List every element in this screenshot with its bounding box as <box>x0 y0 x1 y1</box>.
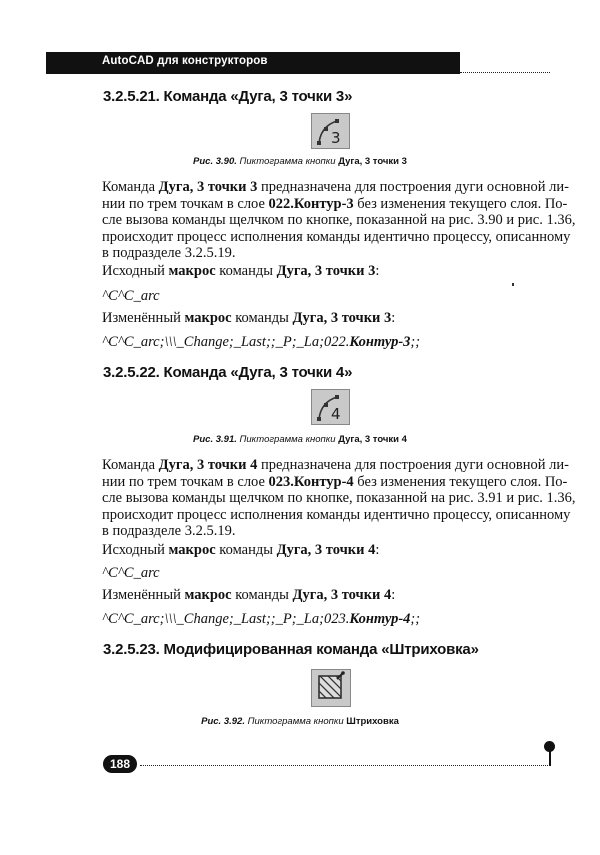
original-macro-label-3: Исходный макрос команды Дуга, 3 точки 3: <box>102 263 380 279</box>
page-number-badge: 188 <box>103 755 137 773</box>
paragraph-3-2-5-21: Команда Дуга, 3 точки 3 предназначена для построения дуги основной ли- нии по трем точкам в слое 022.Контур-3 без изменения текущего слоя. По- сле вызова команды щелчком по кнопке, показанной на рис. 3.90 и рис. 1.36, происходит процесс исполнения команды идентично процессу, описанному в подразделе 3.2.5.19. <box>102 179 576 261</box>
arc-3-points-3-icon <box>312 114 349 148</box>
running-header-title: AutoCAD для конструкторов <box>102 55 268 67</box>
arc-icon-digit-4: 4 <box>331 405 341 423</box>
hatch-icon <box>312 670 350 706</box>
paragraph-3-2-5-22: Команда Дуга, 3 точки 4 предназначена для построения дуги основной ли- нии по трем точкам в слое 023.Контур-4 без изменения текущего слоя. По- сле вызова команды щелчком по кнопке, показанной на рис. 3.91 и рис. 1.36, происходит процесс исполнения команды идентично процессу, описанному в подразделе 3.2.5.19. <box>102 457 576 539</box>
header-dotted-rule <box>460 72 550 73</box>
modified-macro-code-3: ^C^C_arc;\\\_Change;_Last;;_P;_La;022.Контур-3;; <box>102 334 421 350</box>
section-heading-3-2-5-22: 3.2.5.22. Команда «Дуга, 3 точки 4» <box>103 364 353 381</box>
original-macro-code-4: ^C^C_arc <box>102 565 160 581</box>
arc-3-points-4-icon <box>312 390 349 424</box>
arc-icon-digit-3: 3 <box>331 129 341 147</box>
figure-caption-3-90: Рис. 3.90. Пиктограмма кнопки Дуга, 3 точки 3 <box>193 156 407 167</box>
arc-3-points-4-figure <box>311 389 350 425</box>
scan-speck <box>512 283 514 286</box>
original-macro-code-3: ^C^C_arc <box>102 288 160 304</box>
footer-marker-dot <box>544 741 555 752</box>
section-heading-3-2-5-21: 3.2.5.21. Команда «Дуга, 3 точки 3» <box>103 88 353 105</box>
modified-macro-label-4: Изменённый макрос команды Дуга, 3 точки 4: <box>102 587 396 603</box>
section-heading-3-2-5-23: 3.2.5.23. Модифицированная команда «Штриховка» <box>103 641 479 658</box>
modified-macro-label-3: Изменённый макрос команды Дуга, 3 точки 3: <box>102 310 396 326</box>
arc-3-points-3-figure <box>311 113 350 149</box>
modified-macro-code-4: ^C^C_arc;\\\_Change;_Last;;_P;_La;023.Контур-4;; <box>102 611 421 627</box>
original-macro-label-4: Исходный макрос команды Дуга, 3 точки 4: <box>102 542 380 558</box>
footer-dotted-rule <box>140 765 550 766</box>
footer-marker-stem <box>549 750 551 766</box>
hatch-figure <box>311 669 351 707</box>
figure-caption-3-91: Рис. 3.91. Пиктограмма кнопки Дуга, 3 точки 4 <box>193 434 407 445</box>
figure-caption-3-92: Рис. 3.92. Пиктограмма кнопки Штриховка <box>201 716 399 727</box>
